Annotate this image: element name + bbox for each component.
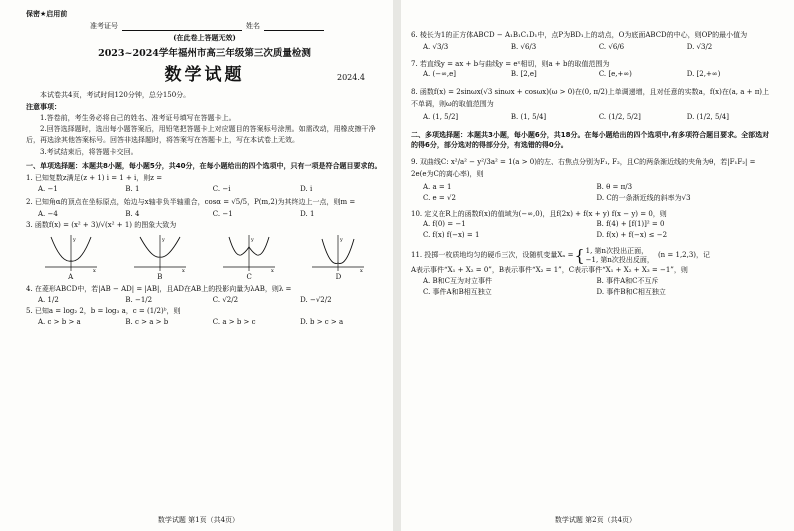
option-c: C. 事件A和B相互独立 — [423, 287, 492, 296]
invalid-note: (在此卷上答题无效) — [173, 32, 236, 42]
section-1-heading: 一、单项选择题：本题共8小题，每小题5分，共40分，在每小题给出的四个选项中，只有一项是符合题目要求的。 — [26, 161, 382, 170]
question-11-n-range: (n = 1,2,3)，记 — [657, 251, 711, 260]
notice-2: 2.回答选择题时，选出每小题答案后，用铅笔把答题卡上对应题目的答案标号涂黑。如需改动，用橡皮擦干净后，再选涂其他答案标号。回答非选择题时，将答案写在答题卡上，写在本试卷上无效。 — [26, 125, 376, 145]
name-line — [264, 22, 324, 31]
option-d: D. 1 — [300, 209, 315, 218]
exam-date: 2024.4 — [337, 73, 365, 83]
notice-title: 注意事项： — [26, 102, 61, 111]
svg-text:y: y — [340, 237, 344, 244]
question-5: 5. 已知a = log₂ 2，b = log₃ a，c = (1/2)ᵇ，则 — [26, 307, 181, 316]
option-a: A. c > b > a — [38, 318, 81, 327]
graph-a — [42, 233, 100, 282]
svg-text:x: x — [181, 268, 185, 274]
page-2 — [397, 0, 794, 531]
option-a: A. −4 — [38, 209, 58, 218]
question-5-options — [26, 318, 383, 327]
question-8: 8. 函数f(x) = 2sinωx(√3 sinωx + cosωx)(ω > 0)在(0, π/2)上单调递增，且对任意的实数a，f(x)在(a, a + π)上不单调，则ω的取值范围为 — [411, 88, 770, 108]
option-a: A. −1 — [38, 185, 58, 194]
option-a: A. f(0) = −1 — [423, 220, 466, 229]
option-b: B. θ = π/3 — [596, 183, 633, 192]
option-c: C. (1/2, 5/2] — [598, 112, 641, 121]
question-8-options — [411, 113, 770, 122]
brace-icon: { — [574, 245, 585, 265]
secret-label: 保密★启用前 — [26, 10, 68, 18]
option-d: D. C的一条渐近线的斜率为√3 — [596, 193, 691, 202]
option-b: B. 事件A和C不互斥 — [596, 277, 659, 286]
question-4: 4. 在菱形ABCD中，若|AB − AD| = |AB|，且AD在AB上的投影向量为λAB，则λ = — [26, 284, 292, 293]
question-6-options — [411, 43, 770, 52]
svg-text:y: y — [161, 237, 165, 244]
option-c: C. √2/2 — [212, 295, 239, 304]
graph-d — [309, 233, 367, 282]
graph-b — [131, 233, 189, 282]
option-c: C. √6/6 — [598, 42, 625, 51]
graph-c-figure — [221, 233, 277, 273]
option-b: B. c > a > b — [125, 318, 169, 327]
notice-3: 3.考试结束后，将答题卡交回。 — [40, 148, 138, 157]
subject-title: 数学试题 — [164, 65, 245, 86]
question-7: 7. 若直线y = ax + b与曲线y = eˣ相切，则a + b的取值范围为 — [411, 59, 610, 68]
name-label: 姓名 — [246, 21, 260, 30]
question-10-options — [411, 220, 770, 242]
page-2-footer: 数学试题 第2页（共4页） — [554, 516, 637, 525]
question-4-options — [26, 296, 383, 305]
option-a: A. a = 1 — [423, 183, 452, 192]
section-2-heading: 二、多项选择题：本题共3小题，每小题6分，共18分。在每小题给出的四个选项中,有多项符合题目要求。全部选对的得6分，部分选对的得部分分，有选错的得0分。 — [411, 130, 770, 150]
subject-row — [26, 65, 383, 87]
question-11 — [411, 247, 770, 265]
question-2-options — [26, 210, 383, 219]
svg-text:x: x — [360, 268, 364, 274]
question-6: 6. 棱长为1的正方体ABCD − A₁B₁C₁D₁中，点P为BD₁上的动点，O为底面ABCD的中心，则OP的最小值为 — [411, 31, 748, 39]
examno-line — [122, 22, 242, 31]
candidate-info — [26, 22, 383, 31]
graph-c-label: C — [246, 273, 252, 282]
option-c: C. [e,+∞) — [598, 70, 632, 79]
option-a: A. √3/3 — [423, 42, 449, 51]
question-9: 9. 双曲线C: x²/a² − y²/3a² = 1(a > 0)的左、右焦点分别为F₁, F₂，且C的两条渐近线的夹角为θ，若|F₁F₂| = 2e(e为C的离心率)，则 — [411, 158, 756, 179]
question-11-stem: 11. 投掷一枚质地均匀的硬币三次，设随机变量Xₙ = — [411, 251, 574, 260]
graph-a-label: A — [68, 273, 74, 282]
option-c: C. −i — [212, 185, 231, 194]
option-d: D. 事件B和C相互独立 — [596, 287, 666, 296]
svg-text:x: x — [271, 268, 274, 274]
option-d: D. i — [300, 185, 313, 194]
svg-text:y: y — [251, 237, 254, 244]
question-11-cases — [586, 247, 654, 265]
option-d: D. b > c > a — [300, 318, 344, 327]
svg-text:x: x — [92, 268, 96, 274]
option-c: C. f(x) f(−x) = 1 — [423, 231, 480, 240]
graph-d-label: D — [335, 273, 342, 282]
option-a: A. B和C互为对立事件 — [423, 277, 493, 286]
question-11-options — [411, 277, 770, 299]
option-b: B. f(4) + [f(1)]² = 0 — [596, 220, 665, 229]
question-2: 2. 已知角α的顶点在坐标原点，始边与x轴非负半轴重合，cosα = √5/5，P(m,2)为其终边上一点，则m = — [26, 197, 356, 206]
option-c: C. −1 — [212, 209, 233, 218]
exam-title: 2023~2024学年福州市高三年级第三次质量检测 — [98, 48, 311, 60]
page-1-footer: 数学试题 第1页（共4页） — [157, 516, 240, 525]
graph-a-figure — [43, 233, 99, 273]
option-a: A. (1, 5/2] — [423, 112, 459, 121]
option-b: B. [2,e] — [510, 70, 537, 79]
option-b: B. √6/3 — [510, 42, 537, 51]
case-heads: 1, 第n次投出正面， — [585, 246, 649, 255]
option-a: A. 1/2 — [38, 295, 59, 304]
graph-c — [220, 233, 278, 282]
option-d: D. [2,+∞) — [686, 70, 721, 79]
svg-text:y: y — [72, 237, 76, 244]
question-1-options — [26, 185, 383, 194]
option-d: D. √3/2 — [686, 42, 713, 51]
question-7-options — [411, 70, 770, 79]
question-3: 3. 函数f(x) = (x² + 3)/√(x² + 1) 的图象大致为 — [26, 221, 177, 230]
graph-b-label: B — [157, 273, 163, 282]
graph-b-figure — [132, 233, 188, 273]
option-d: D. f(x) + f(−x) ≤ −2 — [596, 231, 668, 240]
option-c: C. a > b > c — [212, 318, 256, 327]
option-d: D. (1/2, 5/4] — [686, 112, 729, 121]
question-3-graphs — [26, 233, 383, 282]
question-11-events: A表示事件“X₁ + X₂ = 0”，B表示事件“X₂ = 1”，C表示事件“X₁ + X₂ + X₃ = −1”，则 — [411, 266, 688, 275]
option-b: B. (1, 5/4] — [510, 112, 547, 121]
question-1: 1. 已知复数z满足(z + 1) i = 1 + i，则z = — [26, 174, 163, 183]
question-9-options — [411, 183, 770, 205]
option-b: B. −1/2 — [125, 295, 153, 304]
examno-label: 准考证号 — [90, 21, 118, 30]
case-tails: −1, 第n次投出反面， — [585, 255, 654, 264]
option-b: B. 1 — [125, 185, 140, 194]
question-10: 10. 定义在R上的函数f(x)的值域为(−∞,0)，且f(2x) + f(x + y) f(x − y) = 0，则 — [411, 209, 667, 218]
option-b: B. 4 — [125, 209, 140, 218]
option-c: C. e = √2 — [423, 193, 456, 202]
option-a: A. (−∞,e] — [423, 70, 457, 79]
graph-d-figure — [310, 233, 366, 273]
notice-1: 1.答卷前，考生务必将自己的姓名、准考证号填写在答题卡上。 — [40, 113, 236, 122]
option-d: D. −√2/2 — [300, 295, 332, 304]
intro-text: 本试卷共4页，考试时间120分钟，总分150分。 — [40, 91, 191, 100]
